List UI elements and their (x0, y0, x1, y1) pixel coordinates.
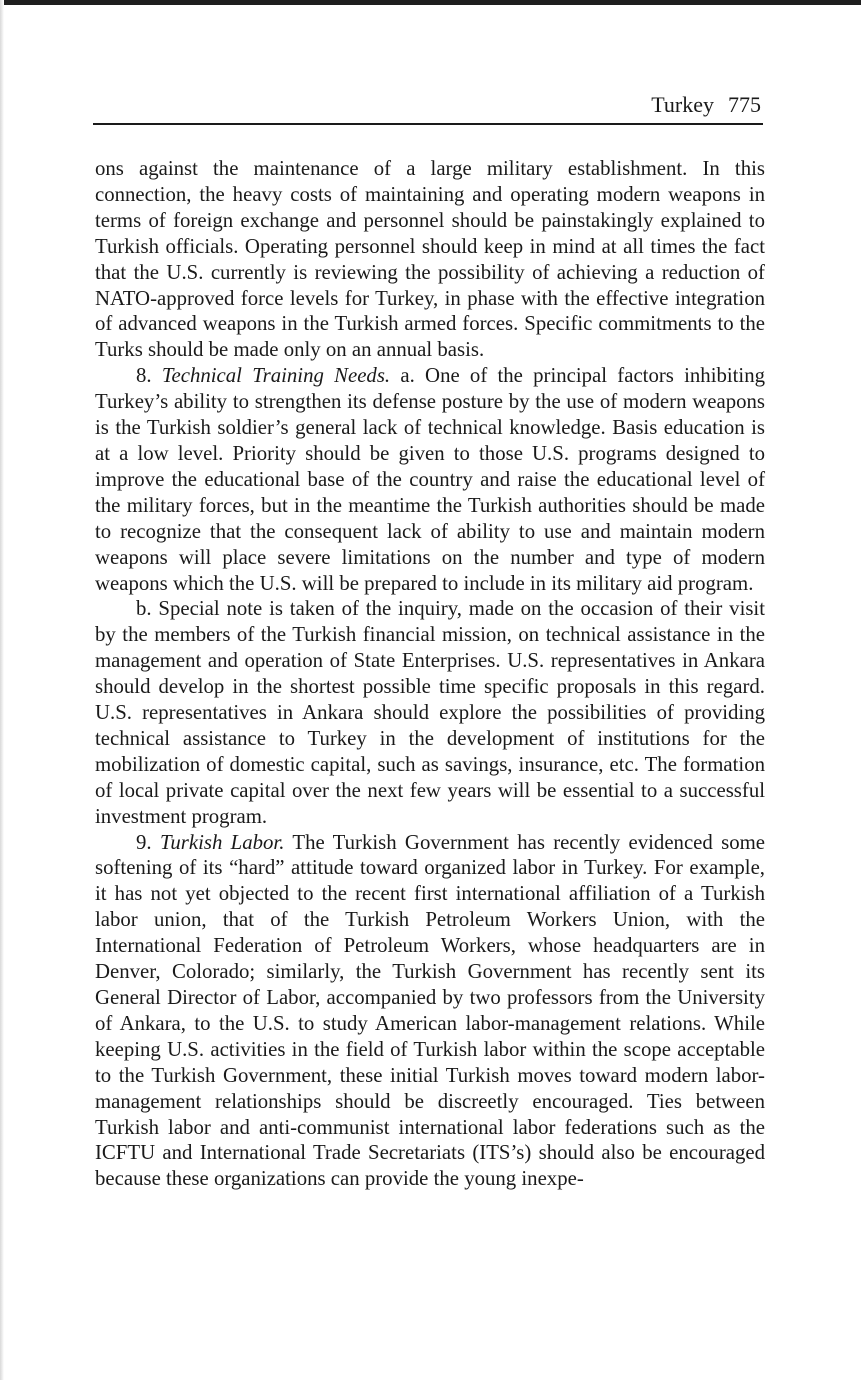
paragraph-technical-training (95, 363, 765, 596)
scan-border-left (0, 0, 4, 1380)
section-number: 8. (136, 364, 152, 388)
scan-border-top (0, 0, 861, 5)
running-header-title: Turkey (651, 92, 714, 117)
header-rule (93, 123, 763, 125)
paragraph-text: b. Special note is taken of the inquiry, made on the occasion of their visit by the members of the Turkish financial mission, on technical assistance in the management and operation of State Enterprises. U.S. representatives in Ankara should develop in the shortest possible time specific proposals in this regard. U.S. representatives in Ankara should explore the possibilities of providing technical assistance to Turkey in the development of institutions for the mobilization of domestic capital, such as savings, insurance, etc. The formation of local private capital over the next few years will be essential to a successful investment program. (95, 597, 765, 828)
paragraph-text: The Turkish Government has recently evidenced some softening of its “hard” attitude toward organized labor in Turkey. For example, it has not yet objected to the recent first international affiliation of a Turkish labor union, that of the Turkish Petroleum Workers Union, with the International Federation of Petroleum Workers, whose headquarters are in Denver, Colorado; similarly, the Turkish Government has recently sent its General Director of Labor, accompanied by two professors from the University of Ankara, to the U.S. to study American labor-management relations. While keeping U.S. activities in the field of Turkish labor within the scope acceptable to the Turkish Government, these initial Turkish moves toward modern labor-management relationships should be discreetly encouraged. Ties between Turkish labor and anti-communist international labor federations such as the ICFTU and International Trade Secretariats (ITS’s) should also be encouraged because these organizations can provide the young inexpe- (95, 830, 766, 1191)
paragraph-state-enterprises (95, 596, 765, 829)
running-header (93, 89, 761, 121)
page-number: 775 (728, 92, 761, 117)
section-heading: Technical Training Needs. (161, 364, 391, 388)
section-number: 9. (136, 830, 152, 854)
body-text (95, 156, 765, 1192)
paragraph-turkish-labor (95, 830, 765, 1193)
section-heading: Turkish Labor. (159, 830, 285, 854)
paragraph-text: ons against the maintenance of a large military establishment. In this connection, the heavy costs of maintaining and operating modern weapons in terms of foreign exchange and personnel should be painstakingly explained to Turkish officials. Operating personnel should keep in mind at all times the fact that the U.S. currently is reviewing the possibility of achieving a reduction of NATO-approved force levels for Turkey, in phase with the effective integration of advanced weapons in the Turkish armed forces. Specific commitments to the Turks should be made only on an annual basis. (95, 157, 765, 362)
paragraph-text: a. One of the principal factors inhibiting Turkey’s ability to strengthen its defense posture by the use of modern weapons is the Turkish soldier’s general lack of technical knowledge. Basis education is at a low level. Priority should be given to those U.S. programs designed to improve the educational base of the country and raise the educational level of the military forces, but in the meantime the Turkish authorities should be made to recognize that the consequent lack of ability to use and maintain modern weapons will place severe limitations on the number and type of modern weapons which the U.S. will be prepared to include in its military aid program. (95, 364, 766, 595)
paragraph-continued (95, 156, 765, 363)
